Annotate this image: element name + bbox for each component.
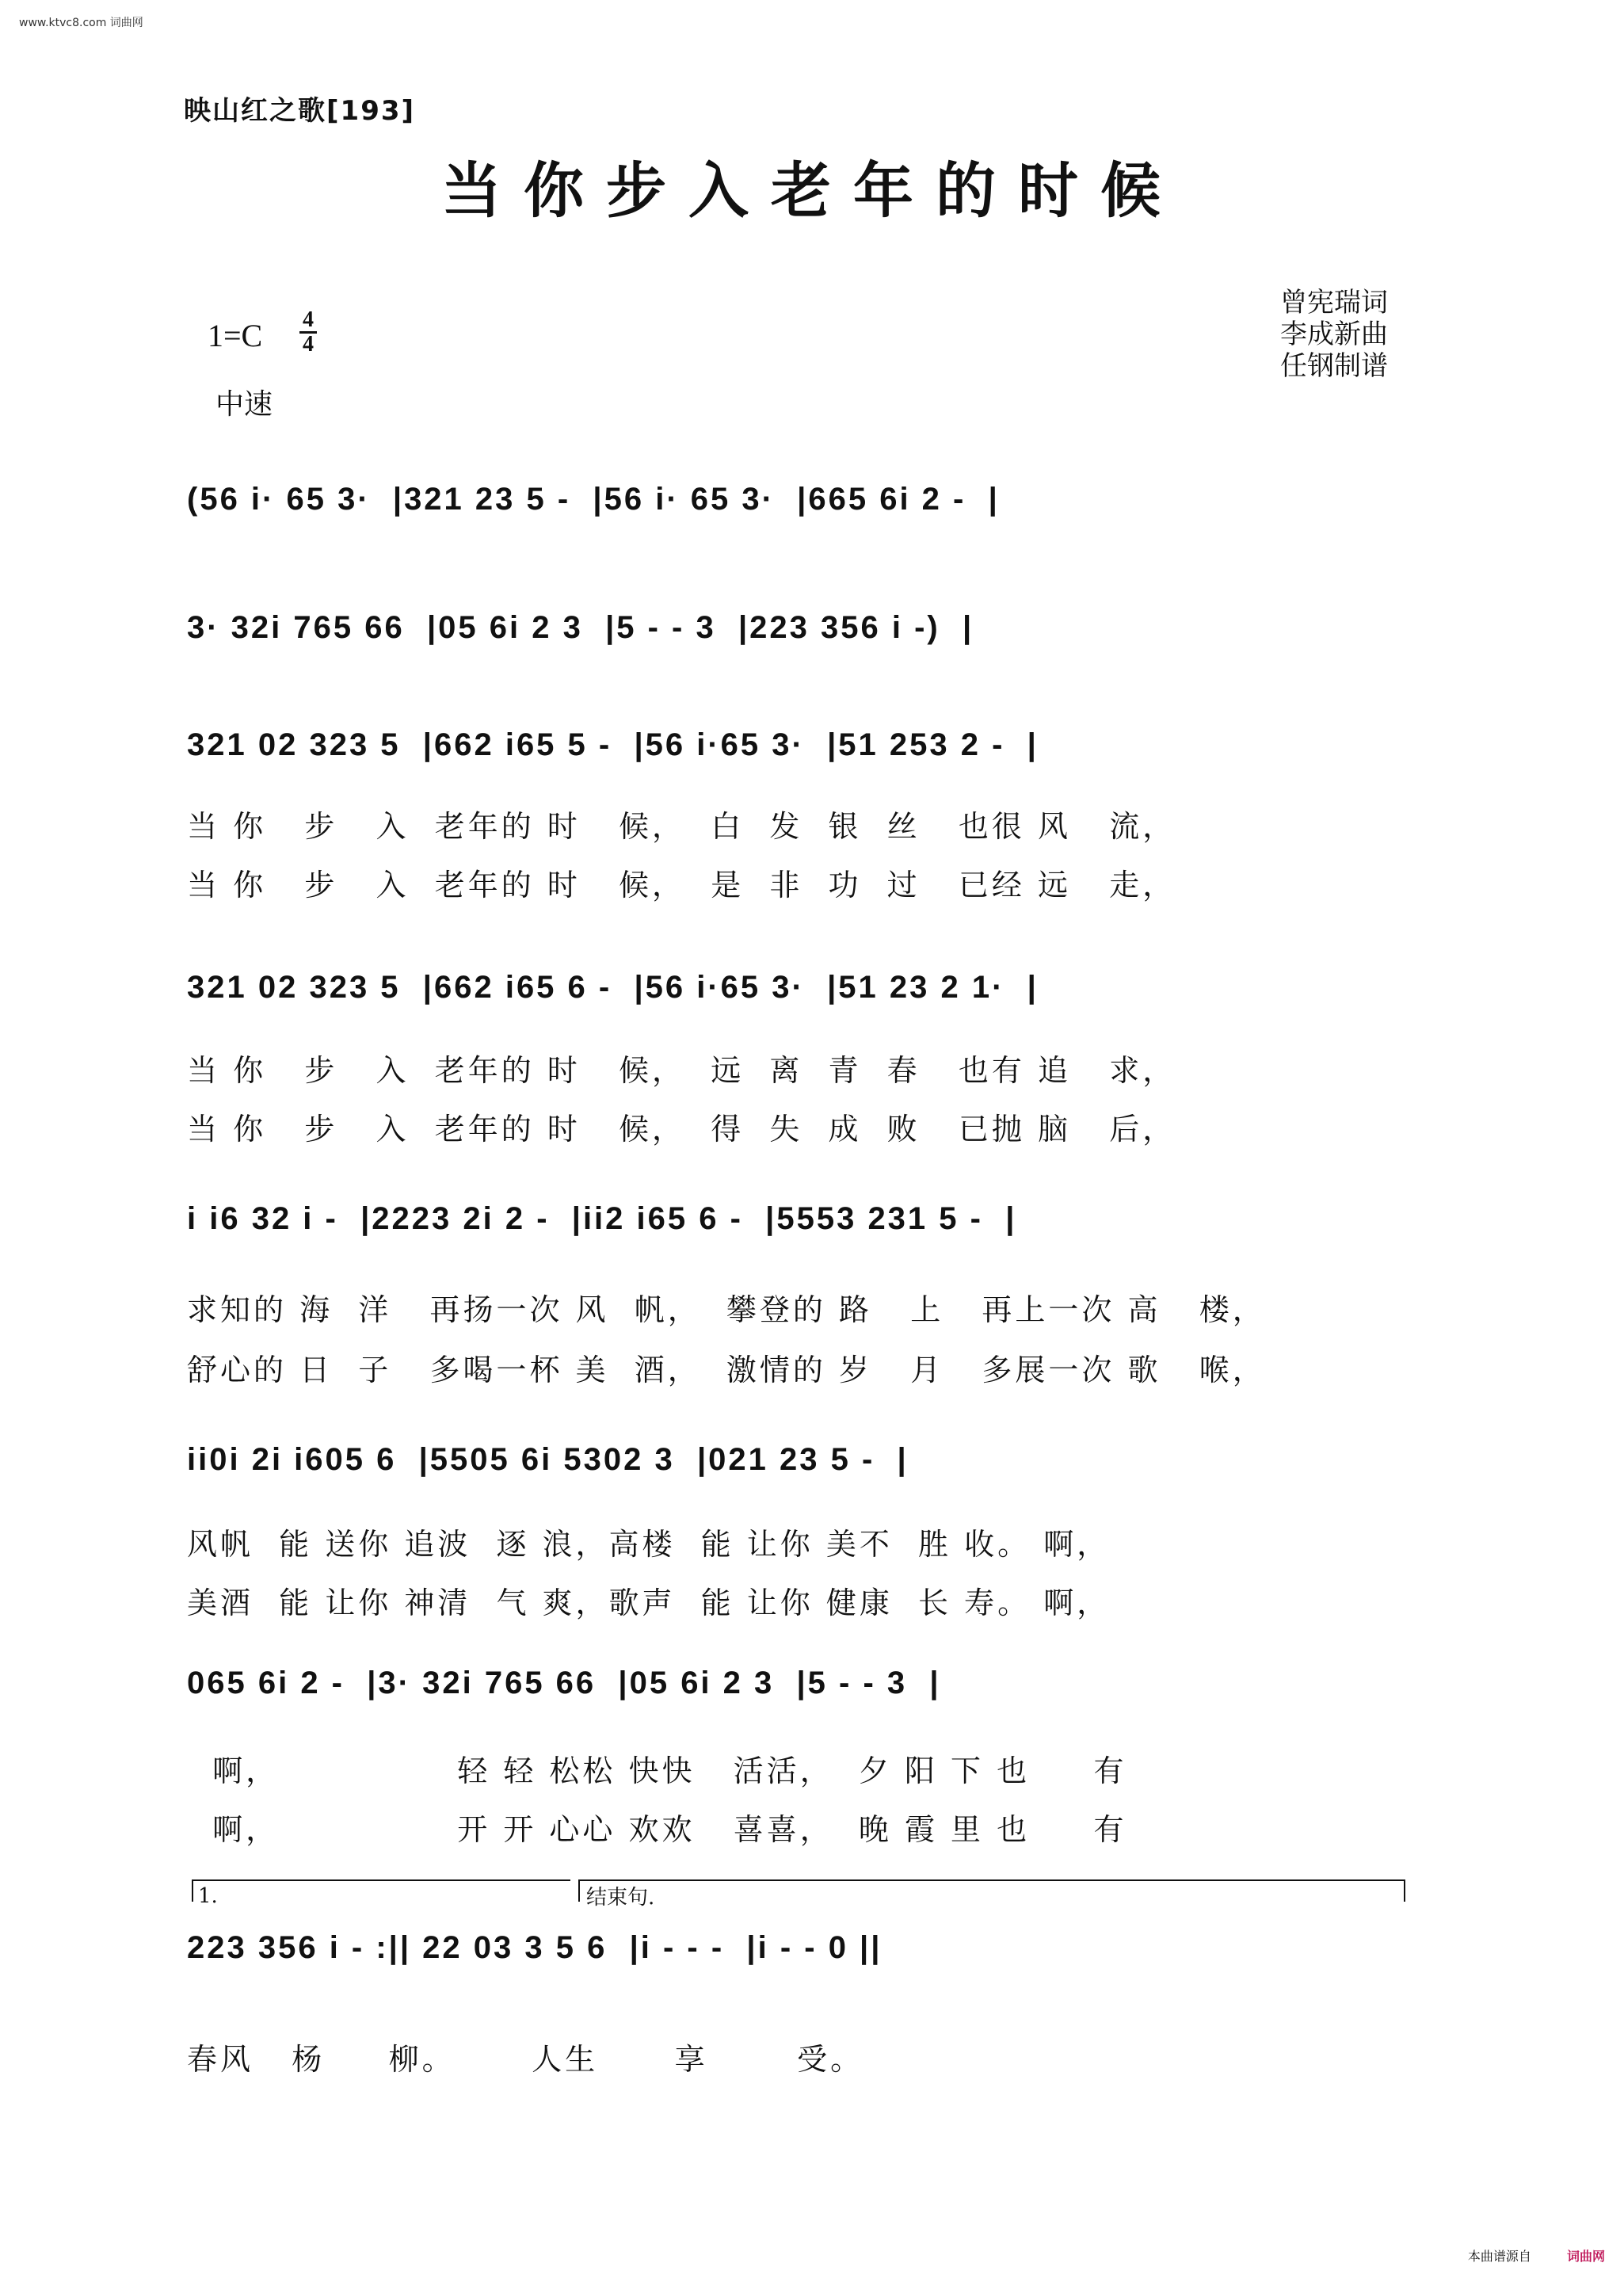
notation-line-6: ii0i 2i i605 6 |5505 6i 5302 3 |021 23 5 - | [187,1442,909,1477]
lyric-line-6b: 美酒 能 让你 神清 气 爽，歌声 能 让你 健康 长 寿。 啊， [187,1586,1111,1620]
lyric-line-6a: 风帆 能 送你 追波 逐 浪，高楼 能 让你 美不 胜 收。 啊， [187,1527,1111,1562]
notation-line-4: 321 02 323 5 |662 i65 6 - |56 i·65 3· |51 23 2 1· | [187,970,1039,1005]
lyric-line-3a: 当 你 步 入 老年的 时 候， 白 发 银 丝 也很 风 流， [187,809,1176,844]
notation-line-1: (56 i· 65 3· |321 23 5 - |56 i· 65 3· |665 6i 2 - | [187,482,1000,517]
lyric-line-5b: 舒心的 日 子 多喝一杯 美 酒， 激情的 岁 月 多展一次 歌 喉， [187,1353,1266,1387]
arranger-credit: 任钢制谱 [1280,350,1388,382]
lyric-line-3b: 当 你 步 入 老年的 时 候， 是 非 功 过 已经 远 走， [187,868,1176,902]
lyric-line-4a: 当 你 步 入 老年的 时 候， 远 离 青 春 也有 追 求， [187,1053,1176,1088]
tempo-marking: 中速 [215,388,273,421]
first-ending-label: 1. [198,1884,218,1908]
site-url: www.ktvc8.com 词曲网 [19,17,143,29]
credits [1280,287,1388,382]
notation-line-7: 065 6i 2 - |3· 32i 765 66 |05 6i 2 3 |5 - - 3 | [187,1666,941,1700]
final-ending-label: 结束句. [586,1886,655,1910]
song-title: 当你步入老年的时候 [441,155,1183,226]
lyric-line-7b: 啊， 开 开 心心 欢欢 喜喜， 晚 霞 里 也 有 [187,1812,1127,1847]
notation-line-3: 321 02 323 5 |662 i65 5 - |56 i·65 3· |51 253 2 - | [187,727,1039,762]
lyricist-credit: 曾宪瑞词 [1280,287,1388,319]
first-ending-bracket [192,1879,570,1902]
lyric-line-7a: 啊， 轻 轻 松松 快快 活活， 夕 阳 下 也 有 [187,1753,1127,1788]
footer-brand: 词曲网 [1566,2249,1605,2264]
series-label: 映山红之歌[193] [184,95,416,127]
notation-line-8: 223 356 i - :|| 22 03 3 5 6 |i - - - |i - - 0 || [187,1930,883,1965]
notation-line-5: i i6 32 i - |2223 2i 2 - |ii2 i65 6 - |5553 231 5 - | [187,1201,1017,1236]
lyric-line-5a: 求知的 海 洋 再扬一次 风 帆， 攀登的 路 上 再上一次 高 楼， [187,1292,1266,1327]
composer-credit: 李成新曲 [1280,319,1388,350]
key-signature: 1=C [208,318,263,353]
notation-line-2: 3· 32i 765 66 |05 6i 2 3 |5 - - 3 |223 356 i -) | [187,610,974,645]
lyric-line-4b: 当 你 步 入 老年的 时 候， 得 失 成 败 已抛 脑 后， [187,1112,1176,1147]
time-signature [299,307,317,357]
footer-note: 本曲谱源自 [1467,2249,1531,2264]
side-watermark-left [3,48,13,2234]
footer [1468,2246,1605,2265]
lyric-line-8: 春风 杨 柳。 人生 享 受。 [187,2042,864,2077]
time-signature-bottom: 4 [303,332,314,357]
side-watermark-right [1611,48,1621,2234]
time-signature-top: 4 [303,307,314,332]
final-ending-bracket [578,1879,1405,1902]
